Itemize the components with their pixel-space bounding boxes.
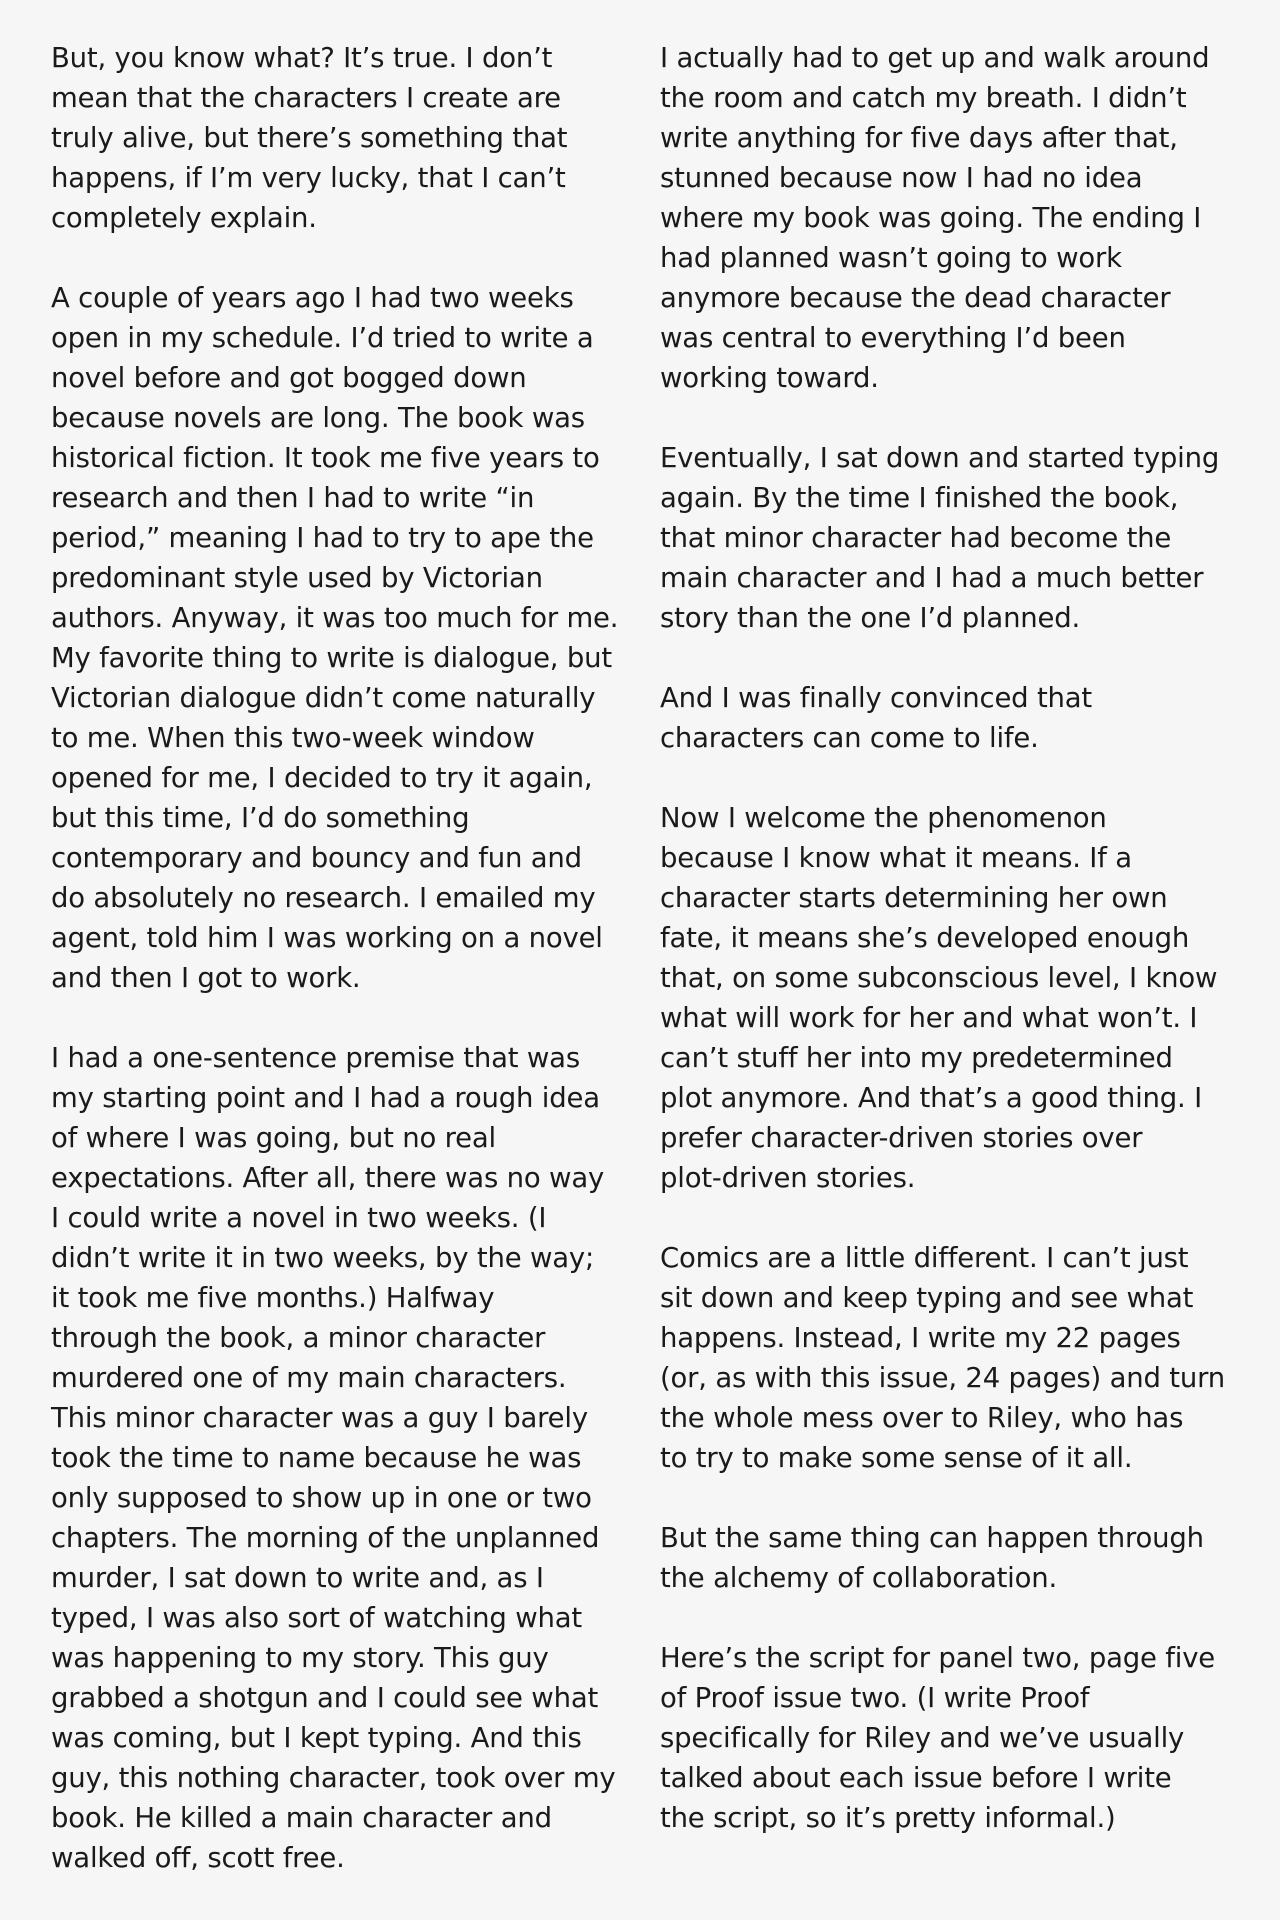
- text-line: murdered one of my main characters.: [51, 1362, 567, 1394]
- text-line: murder, I sat down to write and, as I: [51, 1562, 544, 1594]
- text-line: (or, as with this issue, 24 pages) and turn: [660, 1362, 1225, 1394]
- text-line: agent, told him I was working on a novel: [51, 922, 603, 954]
- paragraph: [51, 1038, 651, 1878]
- left-column: [51, 38, 651, 1918]
- paragraph: [660, 1238, 1260, 1478]
- text-line: completely explain.: [51, 202, 317, 234]
- text-line: took the time to name because he was: [51, 1442, 582, 1474]
- text-line: research and then I had to write “in: [51, 482, 535, 514]
- text-line: mean that the characters I create are: [51, 82, 561, 114]
- text-line: But, you know what? It’s true. I don’t: [51, 42, 553, 74]
- text-line: can’t stuff her into my predetermined: [660, 1042, 1173, 1074]
- text-line: historical fiction. It took me five years to: [51, 442, 600, 474]
- text-line: didn’t write it in two weeks, by the way;: [51, 1242, 595, 1274]
- paragraph: [660, 438, 1260, 638]
- text-line: specifically for Riley and we’ve usually: [660, 1722, 1185, 1754]
- text-line: but this time, I’d do something: [51, 802, 470, 834]
- text-line: again. By the time I finished the book,: [660, 482, 1179, 514]
- text-line: expectations. After all, there was no way: [51, 1162, 605, 1194]
- text-line: anymore because the dead character: [660, 282, 1171, 314]
- text-line: contemporary and bouncy and fun and: [51, 842, 582, 874]
- text-line: typed, I was also sort of watching what: [51, 1602, 582, 1634]
- paragraph: [660, 1518, 1260, 1598]
- paragraph: [51, 38, 651, 238]
- text-line: was central to everything I’d been: [660, 322, 1126, 354]
- text-line: And I was finally convinced that: [660, 682, 1093, 714]
- text-line: of where I was going, but no real: [51, 1122, 496, 1154]
- text-line: chapters. The morning of the unplanned: [51, 1522, 600, 1554]
- text-line: talked about each issue before I write: [660, 1762, 1172, 1794]
- text-line: This minor character was a guy I barely: [51, 1402, 588, 1434]
- text-line: the room and catch my breath. I didn’t: [660, 82, 1187, 114]
- text-line: the whole mess over to Riley, who has: [660, 1402, 1184, 1434]
- text-line: and then I got to work.: [51, 962, 361, 994]
- text-line: of Proof issue two. (I write Proof: [660, 1682, 1090, 1714]
- text-line: only supposed to show up in one or two: [51, 1482, 592, 1514]
- text-line: truly alive, but there’s something that: [51, 122, 568, 154]
- text-line: do absolutely no research. I emailed my: [51, 882, 596, 914]
- text-line: working toward.: [660, 362, 879, 394]
- text-line: period,” meaning I had to try to ape the: [51, 522, 594, 554]
- paragraph: [51, 278, 651, 998]
- text-line: Here’s the script for panel two, page five: [660, 1642, 1215, 1674]
- text-line: Victorian dialogue didn’t come naturally: [51, 682, 596, 714]
- text-line: authors. Anyway, it was too much for me.: [51, 602, 619, 634]
- text-line: to try to make some sense of it all.: [660, 1442, 1133, 1474]
- text-line: A couple of years ago I had two weeks: [51, 282, 574, 314]
- text-line: grabbed a shotgun and I could see what: [51, 1682, 599, 1714]
- text-line: characters can come to life.: [660, 722, 1039, 754]
- text-line: fate, it means she’s developed enough: [660, 922, 1190, 954]
- text-line: open in my schedule. I’d tried to write a: [51, 322, 594, 354]
- text-line: what will work for her and what won’t. I: [660, 1002, 1198, 1034]
- text-line: was happening to my story. This guy: [51, 1642, 549, 1674]
- text-line: write anything for five days after that,: [660, 122, 1178, 154]
- text-line: it took me five months.) Halfway: [51, 1282, 495, 1314]
- text-line: the script, so it’s pretty informal.): [660, 1802, 1116, 1834]
- paragraph: [660, 678, 1260, 758]
- text-line: prefer character-driven stories over: [660, 1122, 1143, 1154]
- text-line: that minor character had become the: [660, 522, 1172, 554]
- text-line: was coming, but I kept typing. And this: [51, 1722, 582, 1754]
- text-line: I could write a novel in two weeks. (I: [51, 1202, 547, 1234]
- text-line: to me. When this two-week window: [51, 722, 535, 754]
- text-line: because I know what it means. If a: [660, 842, 1132, 874]
- text-line: I actually had to get up and walk around: [660, 42, 1210, 74]
- text-line: I had a one-sentence premise that was: [51, 1042, 580, 1074]
- text-line: Now I welcome the phenomenon: [660, 802, 1107, 834]
- paragraph: [660, 38, 1260, 398]
- text-line: opened for me, I decided to try it again,: [51, 762, 593, 794]
- text-line: plot anymore. And that’s a good thing. I: [660, 1082, 1203, 1114]
- text-line: But the same thing can happen through: [660, 1522, 1204, 1554]
- text-line: that, on some subconscious level, I know: [660, 962, 1218, 994]
- text-line: book. He killed a main character and: [51, 1802, 552, 1834]
- text-line: novel before and got bogged down: [51, 362, 527, 394]
- text-line: where my book was going. The ending I: [660, 202, 1202, 234]
- text-line: predominant style used by Victorian: [51, 562, 543, 594]
- text-line: main character and I had a much better: [660, 562, 1204, 594]
- text-line: stunned because now I had no idea: [660, 162, 1143, 194]
- text-line: story than the one I’d planned.: [660, 602, 1081, 634]
- paragraph: [660, 1638, 1260, 1838]
- text-line: sit down and keep typing and see what: [660, 1282, 1194, 1314]
- paragraph: [660, 798, 1260, 1198]
- text-line: walked off, scott free.: [51, 1842, 345, 1874]
- text-line: because novels are long. The book was: [51, 402, 585, 434]
- text-line: happens, if I’m very lucky, that I can’t: [51, 162, 566, 194]
- text-line: character starts determining her own: [660, 882, 1168, 914]
- right-column: [660, 38, 1260, 1878]
- text-line: My favorite thing to write is dialogue, but: [51, 642, 612, 674]
- text-line: the alchemy of collaboration.: [660, 1562, 1058, 1594]
- text-line: plot-driven stories.: [660, 1162, 916, 1194]
- text-line: Comics are a little different. I can’t just: [660, 1242, 1189, 1274]
- text-line: through the book, a minor character: [51, 1322, 546, 1354]
- text-line: happens. Instead, I write my 22 pages: [660, 1322, 1181, 1354]
- text-line: my starting point and I had a rough idea: [51, 1082, 600, 1114]
- text-line: Eventually, I sat down and started typing: [660, 442, 1220, 474]
- text-line: guy, this nothing character, took over my: [51, 1762, 616, 1794]
- text-line: had planned wasn’t going to work: [660, 242, 1122, 274]
